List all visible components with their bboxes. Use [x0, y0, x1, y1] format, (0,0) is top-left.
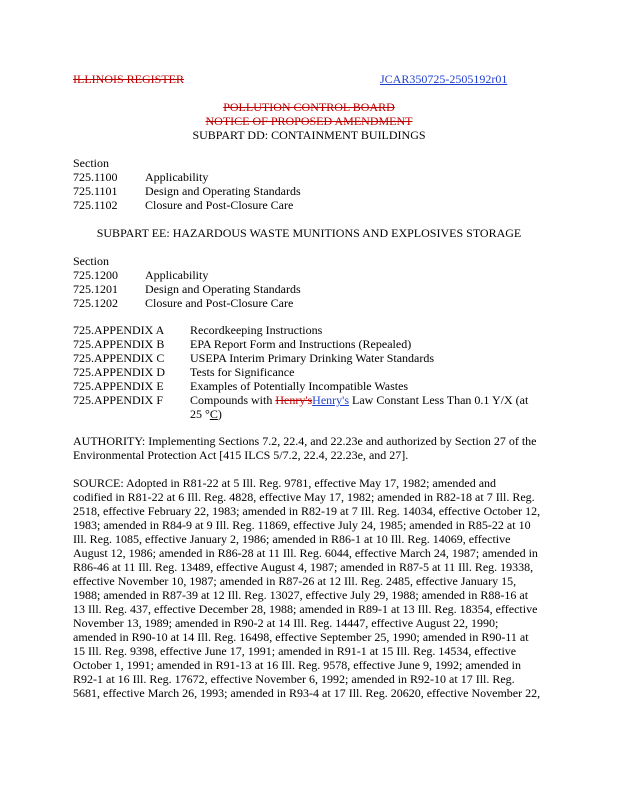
section-title: Closure and Post-Closure Care: [145, 296, 294, 310]
section-number: 725.1101: [73, 184, 118, 198]
appendix-title: USEPA Interim Primary Drinking Water Standards: [190, 351, 435, 365]
source-line: SOURCE: Adopted in R81-22 at 5 Ill. Reg. 9781, effective May 17, 1982; amended and: [73, 476, 497, 490]
source-line: November 13, 1989; amended in R90-2 at 14 Ill. Reg. 14447, effective August 22, 1990;: [73, 616, 499, 630]
appendix-title: Recordkeeping Instructions: [190, 323, 323, 337]
section-title: Design and Operating Standards: [145, 282, 301, 296]
register-header: ILLINOIS REGISTER: [73, 72, 184, 86]
source-line: amended in R90-10 at 14 Ill. Reg. 16498, effective September 25, 1990; amended in R90-11 at: [73, 630, 529, 644]
appendix-f-suffix: Law Constant Less Than 0.1 Y/X (at: [349, 393, 529, 407]
appendix-number: 725.APPENDIX F: [73, 393, 164, 407]
section-number: 725.1202: [73, 296, 118, 310]
section-number: 725.1102: [73, 198, 118, 212]
source-line: effective November 10, 1987; amended in R87-26 at 12 Ill. Reg. 2485, effective January 15,: [73, 574, 517, 588]
section-number: 725.1100: [73, 170, 118, 184]
appendix-number: 725.APPENDIX A: [73, 323, 165, 337]
section-label-dd: Section: [73, 156, 109, 170]
source-line: Ill. Reg. 1085, effective January 2, 1986; amended in R86-1 at 10 Ill. Reg. 14069, effective: [73, 532, 511, 546]
authority-line: AUTHORITY: Implementing Sections 7.2, 22.4, and 22.23e and authorized by Section 27 of the: [73, 434, 537, 448]
source-line: R92-1 at 16 Ill. Reg. 17672, effective November 6, 1992; amended in R92-10 at 17 Ill. Reg.: [73, 672, 515, 686]
appendix-number: 725.APPENDIX D: [73, 365, 166, 379]
appendix-title: [190, 393, 528, 407]
section-title: Applicability: [145, 170, 209, 184]
source-line: codified in R81-22 at 6 Ill. Reg. 4828, effective May 17, 1982; amended in R82-18 at 7 Ill. Reg.: [73, 490, 535, 504]
source-line: August 12, 1986; amended in R86-28 at 11 Ill. Reg. 6044, effective March 24, 1987; amended in: [73, 546, 538, 560]
section-number: 725.1200: [73, 268, 118, 282]
board-title: POLLUTION CONTROL BOARD: [223, 100, 395, 114]
inserted-text: Henry's: [312, 393, 349, 407]
source-line: 5681, effective March 26, 1993; amended in R93-4 at 17 Ill. Reg. 20620, effective November 22,: [73, 686, 541, 700]
source-line: R86-46 at 11 Ill. Reg. 13489, effective August 4, 1987; amended in R87-5 at 11 Ill. Reg. 19338,: [73, 560, 534, 574]
source-line: 13 Ill. Reg. 437, effective December 28, 1988; amended in R89-1 at 13 Ill. Reg. 18354, effective: [73, 602, 538, 616]
notice-title: NOTICE OF PROPOSED AMENDMENT: [205, 114, 413, 128]
jcar-reference: JCAR350725-2505192r01: [380, 72, 508, 86]
authority-line: Environmental Protection Act [415 ILCS 5/7.2, 22.4, 22.23e, and 27].: [73, 448, 409, 462]
appendix-f-line2: 25 °: [190, 407, 210, 421]
section-title: Applicability: [145, 268, 209, 282]
appendix-number: 725.APPENDIX E: [73, 379, 164, 393]
source-line: 1983; amended in R84-9 at 9 Ill. Reg. 11869, effective July 24, 1985; amended in R85-22 at 10: [73, 518, 531, 532]
source-line: 1988; amended in R87-39 at 12 Ill. Reg. 13027, effective July 29, 1988; amended in R88-16 at: [73, 588, 529, 602]
subpart-dd-heading: SUBPART DD: CONTAINMENT BUILDINGS: [192, 128, 426, 142]
section-number: 725.1201: [73, 282, 118, 296]
section-title: Closure and Post-Closure Care: [145, 198, 294, 212]
appendix-f-line2-end: ): [217, 407, 222, 421]
deleted-text: Henry's: [275, 393, 313, 407]
appendix-title-continued: [190, 407, 222, 421]
source-line: October 1, 1991; amended in R91-13 at 16 Ill. Reg. 9578, effective June 9, 1992; amended in: [73, 658, 522, 672]
appendix-f-prefix: Compounds with: [190, 393, 276, 407]
appendix-title: EPA Report Form and Instructions (Repealed): [190, 337, 412, 351]
subpart-ee-heading: SUBPART EE: HAZARDOUS WASTE MUNITIONS AND EXPLOSIVES STORAGE: [96, 226, 522, 240]
section-label-ee: Section: [73, 254, 109, 268]
appendix-title: Tests for Significance: [190, 365, 295, 379]
inserted-text: C: [209, 407, 218, 421]
source-line: 2518, effective February 22, 1983; amended in R82-19 at 7 Ill. Reg. 14034, effective October 12,: [73, 504, 541, 518]
section-title: Design and Operating Standards: [145, 184, 301, 198]
source-line: 15 Ill. Reg. 9398, effective June 17, 1991; amended in R91-1 at 15 Ill. Reg. 14534, effective: [73, 644, 517, 658]
appendix-number: 725.APPENDIX B: [73, 337, 165, 351]
appendix-title: Examples of Potentially Incompatible Wastes: [190, 379, 409, 393]
appendix-number: 725.APPENDIX C: [73, 351, 165, 365]
